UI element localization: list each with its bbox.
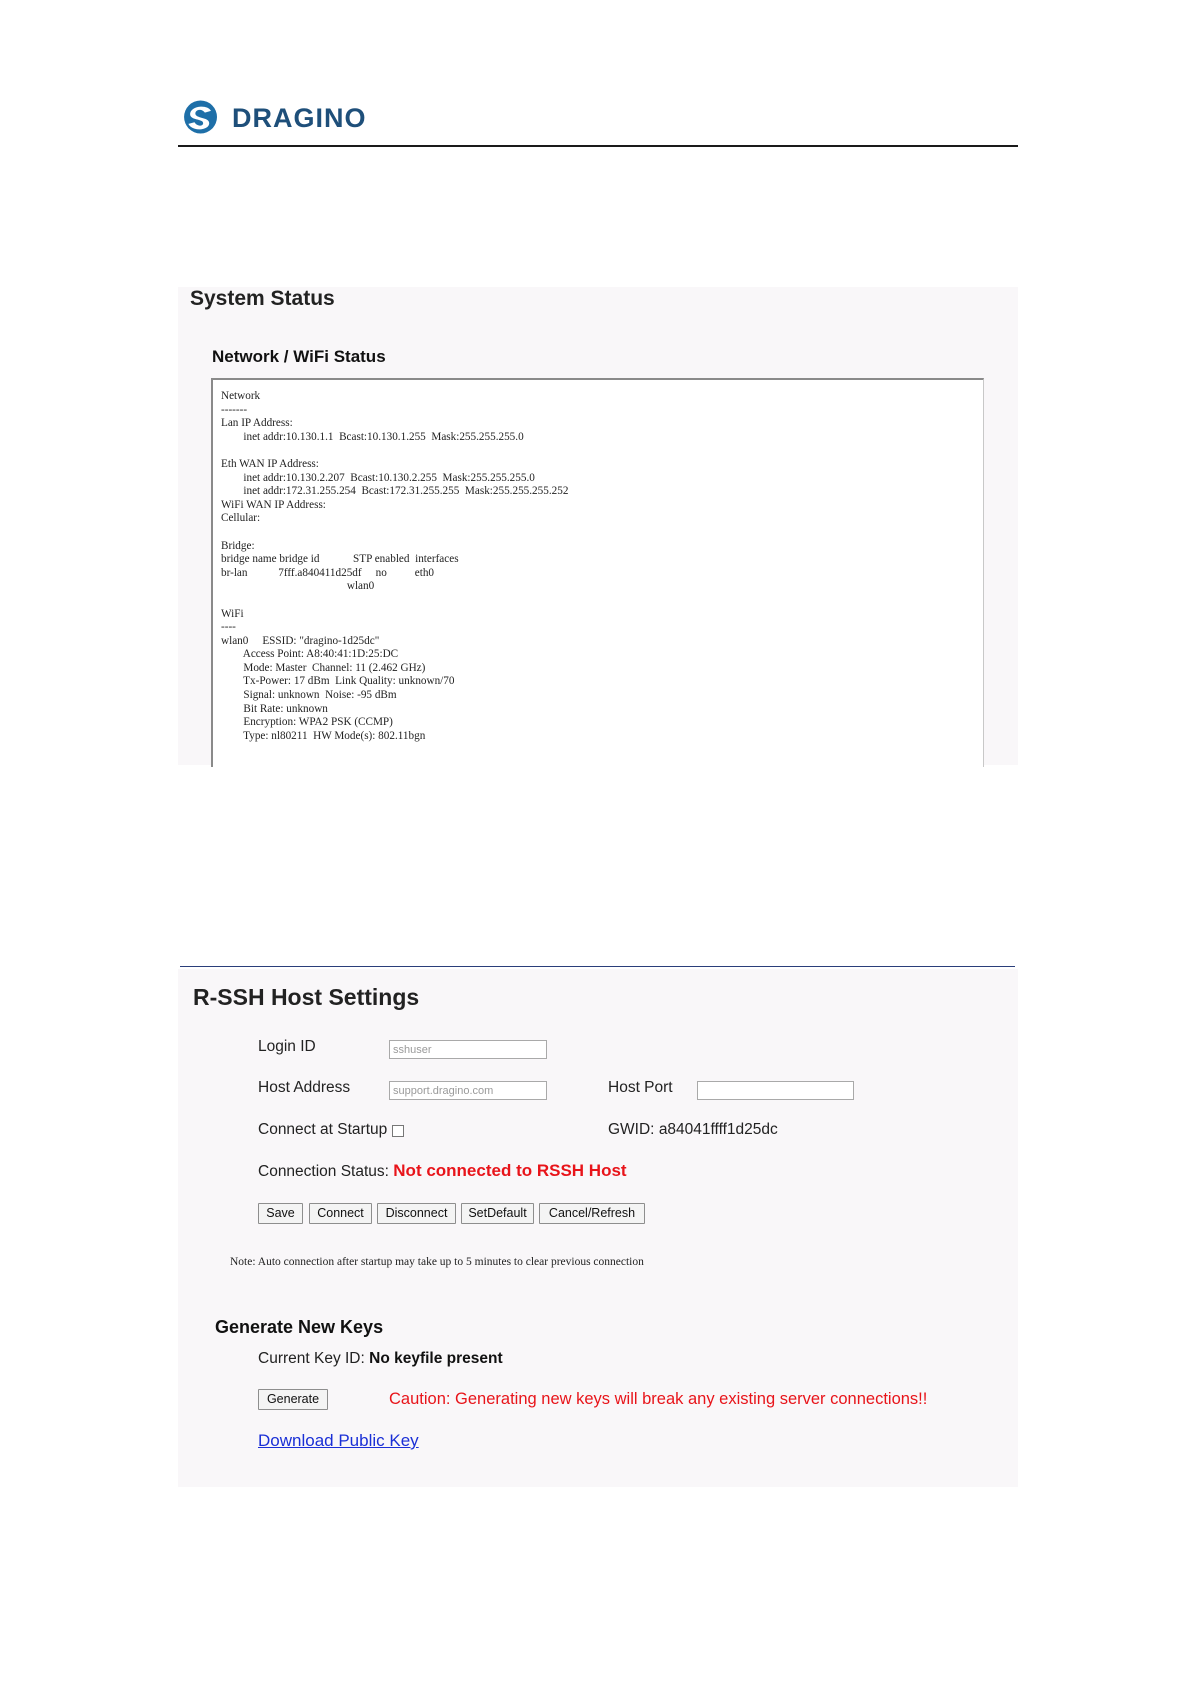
- connect-at-startup-checkbox[interactable]: [392, 1125, 404, 1137]
- network-status-textarea[interactable]: [211, 378, 984, 767]
- section-title: Network / WiFi Status: [212, 347, 386, 366]
- host-address-input[interactable]: support.dragino.com: [389, 1081, 547, 1100]
- cancel-refresh-button[interactable]: Cancel/Refresh: [539, 1203, 645, 1224]
- login-id-input[interactable]: sshuser: [389, 1040, 547, 1059]
- gwid-value: a84041ffff1d25dc: [658, 1121, 778, 1138]
- dragino-logo-icon: [178, 95, 230, 139]
- save-button[interactable]: Save: [258, 1203, 303, 1224]
- section-divider: [180, 966, 1015, 967]
- generate-button[interactable]: Generate: [258, 1389, 328, 1410]
- download-public-key-link[interactable]: Download Public Key: [258, 1431, 419, 1450]
- connect-at-startup-label: Connect at Startup: [258, 1121, 388, 1138]
- connection-status-label: Connection Status:: [258, 1163, 394, 1180]
- page-title: System Status: [190, 287, 335, 310]
- host-port-input[interactable]: [697, 1081, 854, 1100]
- generate-keys-title: Generate New Keys: [215, 1317, 384, 1337]
- current-key-id: [258, 1350, 503, 1368]
- login-id-label: Login ID: [258, 1038, 316, 1055]
- brand-name: DRAGINO: [232, 103, 367, 133]
- gwid-label: GWID:: [608, 1121, 659, 1138]
- rssh-title: R-SSH Host Settings: [193, 984, 420, 1010]
- connect-button[interactable]: Connect: [309, 1203, 372, 1224]
- connection-status-value: Not connected to RSSH Host: [393, 1161, 627, 1180]
- auto-connection-note: Note: Auto connection after startup may take up to 5 minutes to clear previous connection: [230, 1256, 644, 1268]
- current-key-label: Current Key ID:: [258, 1350, 370, 1367]
- disconnect-button[interactable]: Disconnect: [377, 1203, 456, 1224]
- host-port-label: Host Port: [608, 1079, 673, 1096]
- host-address-label: Host Address: [258, 1079, 351, 1096]
- set-default-button[interactable]: SetDefault: [461, 1203, 534, 1224]
- network-status-text: Network ------- Lan IP Address: inet addr:10.130.1.1 Bcast:10.130.1.255 Mask:255.255.255.0 Eth WAN IP Address: inet addr:10.130.2.207 Bcast:10.130.2.255 Mask:255.255.255.0 inet addr:172.31.255.254 Bcast:172.31.255.255 Mask:255.255.255.252 WiFi WAN IP Address: Cellular: Bridge: bridge name bridge id STP enabled interfaces br-lan 7fff.a840411d25df no eth0 wlan0 WiFi ---- wlan0 ESSID: "dragino-1d25dc" Access Point: A8:40:41:1D:25:DC Mode: Master Channel: 11 (2.462 GHz) Tx-Power: 17 dBm Link Quality: unknown/70 Signal: unknown Noise: -95 dBm Bit Rate: unknown Encryption: WPA2 PSK (CCMP) Type: nl80211 HW Mode(s): 802.11bgn: [221, 390, 569, 742]
- header-divider: [178, 145, 1018, 147]
- connection-status: [258, 1161, 627, 1181]
- current-key-value: No keyfile present: [369, 1350, 503, 1367]
- gwid-display: [608, 1121, 778, 1139]
- caution-message: Caution: Generating new keys will break any existing server connections!!: [389, 1390, 928, 1408]
